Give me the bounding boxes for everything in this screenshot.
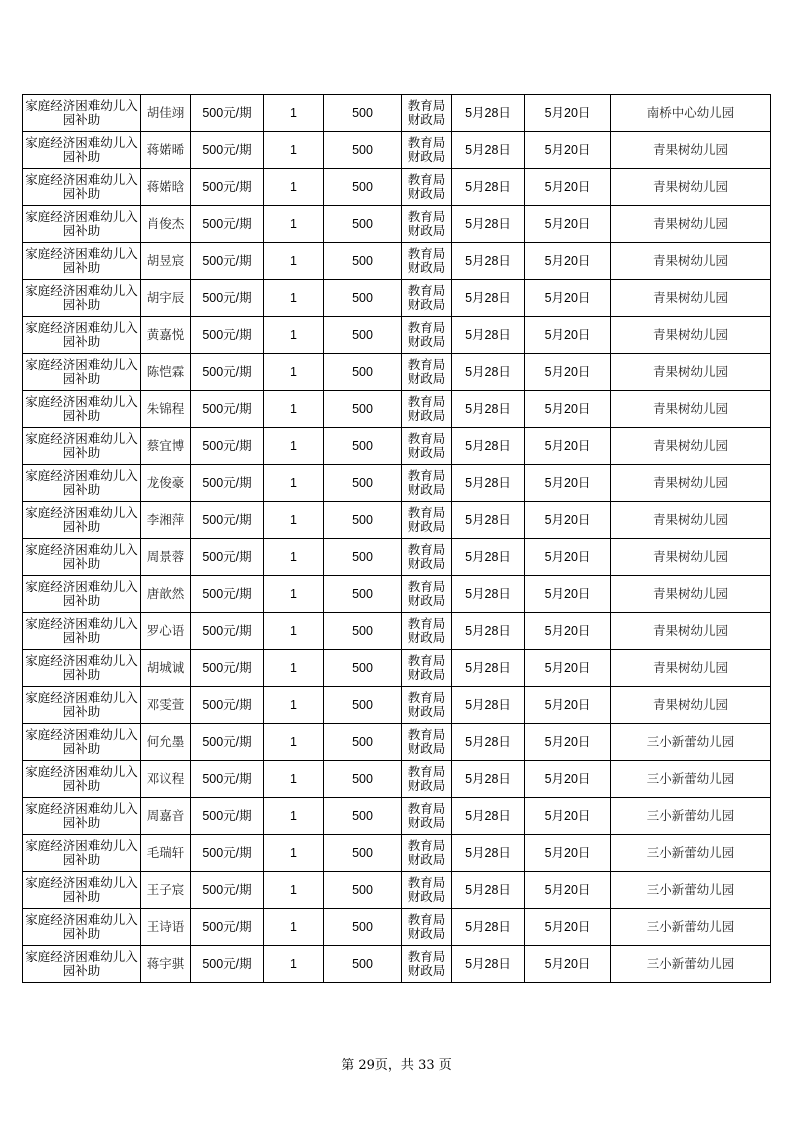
count-cell: 1 <box>264 132 324 169</box>
department-cell: 教育局财政局 <box>402 576 452 613</box>
amount-cell: 500 <box>324 835 402 872</box>
kindergarten-cell: 三小新蕾幼儿园 <box>611 909 771 946</box>
standard-cell: 500元/期 <box>191 687 264 724</box>
amount-cell: 500 <box>324 428 402 465</box>
kindergarten-cell: 青果树幼儿园 <box>611 169 771 206</box>
child-name-cell: 何允墨 <box>141 724 191 761</box>
child-name-cell: 蒋宇骐 <box>141 946 191 983</box>
amount-cell: 500 <box>324 465 402 502</box>
count-cell: 1 <box>264 243 324 280</box>
child-name-cell: 胡佳翊 <box>141 95 191 132</box>
amount-cell: 500 <box>324 539 402 576</box>
count-cell: 1 <box>264 687 324 724</box>
child-name-cell: 毛瑞轩 <box>141 835 191 872</box>
count-cell: 1 <box>264 872 324 909</box>
footer-middle: 页，共 <box>374 1058 414 1073</box>
child-name-cell: 邓议程 <box>141 761 191 798</box>
subsidy-category-cell: 家庭经济困难幼儿入园补助 <box>23 465 141 502</box>
department-cell: 教育局财政局 <box>402 798 452 835</box>
subsidy-category-cell: 家庭经济困难幼儿入园补助 <box>23 206 141 243</box>
department-cell: 教育局财政局 <box>402 391 452 428</box>
department-cell: 教育局财政局 <box>402 354 452 391</box>
subsidy-category-cell: 家庭经济困难幼儿入园补助 <box>23 835 141 872</box>
amount-cell: 500 <box>324 243 402 280</box>
table-row <box>23 872 771 909</box>
date-cell: 5月28日 <box>452 946 525 983</box>
date-cell: 5月20日 <box>525 761 611 798</box>
date-cell: 5月20日 <box>525 169 611 206</box>
child-name-cell: 胡昱宸 <box>141 243 191 280</box>
count-cell: 1 <box>264 95 324 132</box>
table-body <box>23 95 771 983</box>
subsidy-category-cell: 家庭经济困难幼儿入园补助 <box>23 576 141 613</box>
count-cell: 1 <box>264 946 324 983</box>
page-number: 29 <box>358 1058 375 1073</box>
date-cell: 5月20日 <box>525 502 611 539</box>
amount-cell: 500 <box>324 909 402 946</box>
count-cell: 1 <box>264 317 324 354</box>
kindergarten-cell: 三小新蕾幼儿园 <box>611 761 771 798</box>
date-cell: 5月28日 <box>452 465 525 502</box>
date-cell: 5月28日 <box>452 650 525 687</box>
subsidy-category-cell: 家庭经济困难幼儿入园补助 <box>23 132 141 169</box>
kindergarten-cell: 青果树幼儿园 <box>611 132 771 169</box>
table-row <box>23 946 771 983</box>
subsidy-category-cell: 家庭经济困难幼儿入园补助 <box>23 391 141 428</box>
table-row <box>23 613 771 650</box>
table-row <box>23 391 771 428</box>
standard-cell: 500元/期 <box>191 761 264 798</box>
date-cell: 5月20日 <box>525 946 611 983</box>
department-cell: 教育局财政局 <box>402 650 452 687</box>
standard-cell: 500元/期 <box>191 576 264 613</box>
subsidy-category-cell: 家庭经济困难幼儿入园补助 <box>23 687 141 724</box>
kindergarten-cell: 三小新蕾幼儿园 <box>611 835 771 872</box>
subsidy-category-cell: 家庭经济困难幼儿入园补助 <box>23 354 141 391</box>
department-cell: 教育局财政局 <box>402 909 452 946</box>
date-cell: 5月28日 <box>452 243 525 280</box>
child-name-cell: 周嘉音 <box>141 798 191 835</box>
standard-cell: 500元/期 <box>191 798 264 835</box>
department-cell: 教育局财政局 <box>402 280 452 317</box>
department-cell: 教育局财政局 <box>402 465 452 502</box>
amount-cell: 500 <box>324 576 402 613</box>
date-cell: 5月20日 <box>525 391 611 428</box>
subsidy-category-cell: 家庭经济困难幼儿入园补助 <box>23 428 141 465</box>
date-cell: 5月20日 <box>525 428 611 465</box>
child-name-cell: 李湘萍 <box>141 502 191 539</box>
date-cell: 5月20日 <box>525 354 611 391</box>
kindergarten-cell: 青果树幼儿园 <box>611 317 771 354</box>
amount-cell: 500 <box>324 317 402 354</box>
date-cell: 5月20日 <box>525 687 611 724</box>
table-row <box>23 243 771 280</box>
table-row <box>23 169 771 206</box>
child-name-cell: 邓雯萱 <box>141 687 191 724</box>
date-cell: 5月20日 <box>525 872 611 909</box>
subsidy-category-cell: 家庭经济困难幼儿入园补助 <box>23 613 141 650</box>
date-cell: 5月28日 <box>452 502 525 539</box>
child-name-cell: 王子宸 <box>141 872 191 909</box>
standard-cell: 500元/期 <box>191 280 264 317</box>
department-cell: 教育局财政局 <box>402 687 452 724</box>
child-name-cell: 蔡宜博 <box>141 428 191 465</box>
amount-cell: 500 <box>324 206 402 243</box>
count-cell: 1 <box>264 724 324 761</box>
subsidy-category-cell: 家庭经济困难幼儿入园补助 <box>23 95 141 132</box>
count-cell: 1 <box>264 539 324 576</box>
count-cell: 1 <box>264 909 324 946</box>
department-cell: 教育局财政局 <box>402 243 452 280</box>
date-cell: 5月28日 <box>452 206 525 243</box>
kindergarten-cell: 青果树幼儿园 <box>611 391 771 428</box>
department-cell: 教育局财政局 <box>402 132 452 169</box>
table-row <box>23 650 771 687</box>
subsidy-category-cell: 家庭经济困难幼儿入园补助 <box>23 761 141 798</box>
table-row <box>23 280 771 317</box>
standard-cell: 500元/期 <box>191 946 264 983</box>
date-cell: 5月28日 <box>452 354 525 391</box>
standard-cell: 500元/期 <box>191 206 264 243</box>
date-cell: 5月28日 <box>452 761 525 798</box>
table-row <box>23 835 771 872</box>
date-cell: 5月28日 <box>452 724 525 761</box>
amount-cell: 500 <box>324 724 402 761</box>
department-cell: 教育局财政局 <box>402 502 452 539</box>
count-cell: 1 <box>264 835 324 872</box>
kindergarten-cell: 青果树幼儿园 <box>611 576 771 613</box>
department-cell: 教育局财政局 <box>402 169 452 206</box>
amount-cell: 500 <box>324 95 402 132</box>
department-cell: 教育局财政局 <box>402 724 452 761</box>
date-cell: 5月28日 <box>452 798 525 835</box>
child-name-cell: 唐歆然 <box>141 576 191 613</box>
standard-cell: 500元/期 <box>191 132 264 169</box>
kindergarten-cell: 青果树幼儿园 <box>611 280 771 317</box>
department-cell: 教育局财政局 <box>402 946 452 983</box>
table-row <box>23 798 771 835</box>
child-name-cell: 蒋婼晞 <box>141 132 191 169</box>
amount-cell: 500 <box>324 502 402 539</box>
child-name-cell: 龙俊豪 <box>141 465 191 502</box>
kindergarten-cell: 青果树幼儿园 <box>611 354 771 391</box>
subsidy-category-cell: 家庭经济困难幼儿入园补助 <box>23 872 141 909</box>
child-name-cell: 朱锦程 <box>141 391 191 428</box>
amount-cell: 500 <box>324 132 402 169</box>
date-cell: 5月28日 <box>452 280 525 317</box>
kindergarten-cell: 青果树幼儿园 <box>611 243 771 280</box>
kindergarten-cell: 青果树幼儿园 <box>611 428 771 465</box>
count-cell: 1 <box>264 206 324 243</box>
table-row <box>23 909 771 946</box>
standard-cell: 500元/期 <box>191 724 264 761</box>
kindergarten-cell: 青果树幼儿园 <box>611 650 771 687</box>
subsidy-category-cell: 家庭经济困难幼儿入园补助 <box>23 724 141 761</box>
date-cell: 5月20日 <box>525 280 611 317</box>
table-row <box>23 95 771 132</box>
count-cell: 1 <box>264 354 324 391</box>
standard-cell: 500元/期 <box>191 95 264 132</box>
date-cell: 5月28日 <box>452 317 525 354</box>
amount-cell: 500 <box>324 391 402 428</box>
date-cell: 5月28日 <box>452 95 525 132</box>
footer-prefix: 第 <box>341 1058 355 1073</box>
table-row <box>23 724 771 761</box>
date-cell: 5月20日 <box>525 465 611 502</box>
amount-cell: 500 <box>324 872 402 909</box>
date-cell: 5月28日 <box>452 132 525 169</box>
table-row <box>23 465 771 502</box>
department-cell: 教育局财政局 <box>402 835 452 872</box>
standard-cell: 500元/期 <box>191 169 264 206</box>
amount-cell: 500 <box>324 354 402 391</box>
department-cell: 教育局财政局 <box>402 428 452 465</box>
amount-cell: 500 <box>324 650 402 687</box>
count-cell: 1 <box>264 613 324 650</box>
subsidy-category-cell: 家庭经济困难幼儿入园补助 <box>23 798 141 835</box>
standard-cell: 500元/期 <box>191 502 264 539</box>
department-cell: 教育局财政局 <box>402 872 452 909</box>
table-row <box>23 761 771 798</box>
date-cell: 5月20日 <box>525 576 611 613</box>
count-cell: 1 <box>264 576 324 613</box>
date-cell: 5月20日 <box>525 243 611 280</box>
amount-cell: 500 <box>324 946 402 983</box>
kindergarten-cell: 三小新蕾幼儿园 <box>611 872 771 909</box>
subsidy-category-cell: 家庭经济困难幼儿入园补助 <box>23 650 141 687</box>
kindergarten-cell: 青果树幼儿园 <box>611 613 771 650</box>
date-cell: 5月28日 <box>452 613 525 650</box>
table-row <box>23 502 771 539</box>
standard-cell: 500元/期 <box>191 835 264 872</box>
department-cell: 教育局财政局 <box>402 206 452 243</box>
child-name-cell: 胡城诚 <box>141 650 191 687</box>
child-name-cell: 周景蓉 <box>141 539 191 576</box>
date-cell: 5月28日 <box>452 576 525 613</box>
table-row <box>23 576 771 613</box>
date-cell: 5月20日 <box>525 835 611 872</box>
child-name-cell: 罗心语 <box>141 613 191 650</box>
date-cell: 5月20日 <box>525 650 611 687</box>
subsidy-category-cell: 家庭经济困难幼儿入园补助 <box>23 539 141 576</box>
count-cell: 1 <box>264 465 324 502</box>
date-cell: 5月20日 <box>525 909 611 946</box>
date-cell: 5月20日 <box>525 206 611 243</box>
page-footer <box>0 1054 793 1073</box>
date-cell: 5月20日 <box>525 132 611 169</box>
count-cell: 1 <box>264 280 324 317</box>
department-cell: 教育局财政局 <box>402 613 452 650</box>
count-cell: 1 <box>264 650 324 687</box>
date-cell: 5月28日 <box>452 539 525 576</box>
table-row <box>23 132 771 169</box>
amount-cell: 500 <box>324 169 402 206</box>
date-cell: 5月20日 <box>525 798 611 835</box>
kindergarten-cell: 三小新蕾幼儿园 <box>611 724 771 761</box>
child-name-cell: 王诗语 <box>141 909 191 946</box>
standard-cell: 500元/期 <box>191 872 264 909</box>
amount-cell: 500 <box>324 280 402 317</box>
subsidy-table <box>22 94 771 983</box>
standard-cell: 500元/期 <box>191 539 264 576</box>
subsidy-category-cell: 家庭经济困难幼儿入园补助 <box>23 169 141 206</box>
table-row <box>23 428 771 465</box>
date-cell: 5月28日 <box>452 835 525 872</box>
subsidy-category-cell: 家庭经济困难幼儿入园补助 <box>23 946 141 983</box>
date-cell: 5月28日 <box>452 687 525 724</box>
date-cell: 5月20日 <box>525 539 611 576</box>
date-cell: 5月20日 <box>525 613 611 650</box>
table-row <box>23 687 771 724</box>
standard-cell: 500元/期 <box>191 317 264 354</box>
table-row <box>23 354 771 391</box>
count-cell: 1 <box>264 169 324 206</box>
footer-suffix: 页 <box>438 1058 452 1073</box>
date-cell: 5月28日 <box>452 428 525 465</box>
kindergarten-cell: 青果树幼儿园 <box>611 465 771 502</box>
standard-cell: 500元/期 <box>191 428 264 465</box>
child-name-cell: 陈恺霖 <box>141 354 191 391</box>
child-name-cell: 肖俊杰 <box>141 206 191 243</box>
amount-cell: 500 <box>324 761 402 798</box>
department-cell: 教育局财政局 <box>402 761 452 798</box>
date-cell: 5月20日 <box>525 95 611 132</box>
standard-cell: 500元/期 <box>191 465 264 502</box>
date-cell: 5月28日 <box>452 909 525 946</box>
standard-cell: 500元/期 <box>191 391 264 428</box>
subsidy-category-cell: 家庭经济困难幼儿入园补助 <box>23 243 141 280</box>
count-cell: 1 <box>264 761 324 798</box>
subsidy-category-cell: 家庭经济困难幼儿入园补助 <box>23 280 141 317</box>
standard-cell: 500元/期 <box>191 354 264 391</box>
kindergarten-cell: 青果树幼儿园 <box>611 687 771 724</box>
kindergarten-cell: 三小新蕾幼儿园 <box>611 946 771 983</box>
kindergarten-cell: 青果树幼儿园 <box>611 539 771 576</box>
department-cell: 教育局财政局 <box>402 95 452 132</box>
table-row <box>23 206 771 243</box>
kindergarten-cell: 三小新蕾幼儿园 <box>611 798 771 835</box>
subsidy-category-cell: 家庭经济困难幼儿入园补助 <box>23 317 141 354</box>
subsidy-category-cell: 家庭经济困难幼儿入园补助 <box>23 909 141 946</box>
standard-cell: 500元/期 <box>191 650 264 687</box>
department-cell: 教育局财政局 <box>402 317 452 354</box>
date-cell: 5月28日 <box>452 391 525 428</box>
count-cell: 1 <box>264 428 324 465</box>
date-cell: 5月20日 <box>525 317 611 354</box>
kindergarten-cell: 青果树幼儿园 <box>611 206 771 243</box>
table-row <box>23 317 771 354</box>
count-cell: 1 <box>264 798 324 835</box>
kindergarten-cell: 南桥中心幼儿园 <box>611 95 771 132</box>
date-cell: 5月28日 <box>452 872 525 909</box>
total-pages: 33 <box>418 1058 435 1073</box>
standard-cell: 500元/期 <box>191 243 264 280</box>
amount-cell: 500 <box>324 613 402 650</box>
amount-cell: 500 <box>324 798 402 835</box>
child-name-cell: 黄嘉悦 <box>141 317 191 354</box>
amount-cell: 500 <box>324 687 402 724</box>
standard-cell: 500元/期 <box>191 613 264 650</box>
count-cell: 1 <box>264 502 324 539</box>
kindergarten-cell: 青果树幼儿园 <box>611 502 771 539</box>
child-name-cell: 胡宇辰 <box>141 280 191 317</box>
date-cell: 5月28日 <box>452 169 525 206</box>
table-row <box>23 539 771 576</box>
department-cell: 教育局财政局 <box>402 539 452 576</box>
count-cell: 1 <box>264 391 324 428</box>
child-name-cell: 蒋婼晗 <box>141 169 191 206</box>
standard-cell: 500元/期 <box>191 909 264 946</box>
subsidy-category-cell: 家庭经济困难幼儿入园补助 <box>23 502 141 539</box>
date-cell: 5月20日 <box>525 724 611 761</box>
